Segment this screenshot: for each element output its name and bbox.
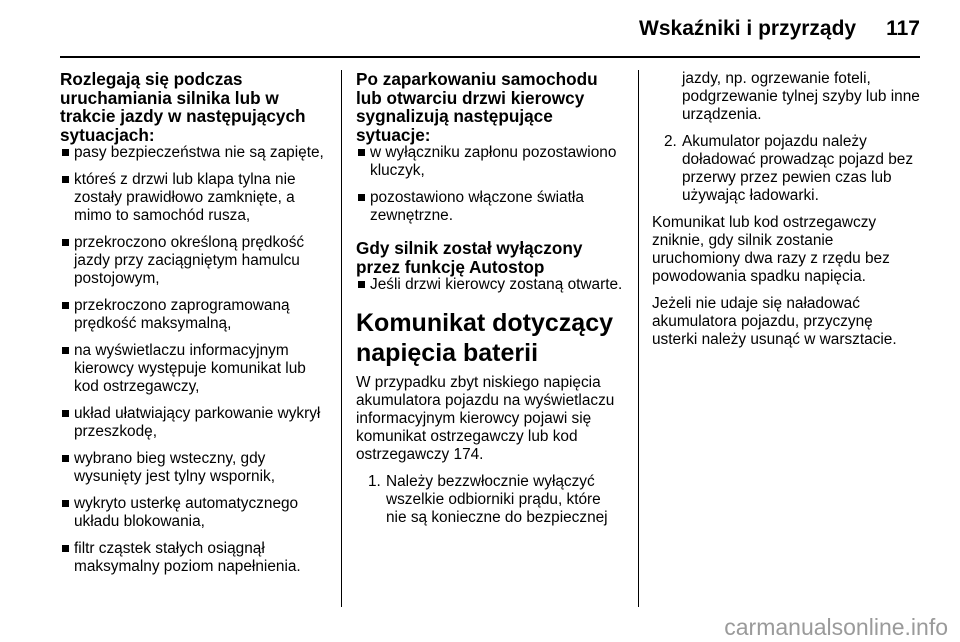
list-item: Jeśli drzwi kierowcy zostaną otwarte. bbox=[356, 276, 624, 294]
step-number: 1. bbox=[368, 473, 381, 490]
column-1 bbox=[60, 70, 326, 576]
list-item: wybrano bieg wsteczny, gdy wysunięty jest tylny wspornik, bbox=[60, 450, 326, 486]
column-2 bbox=[356, 70, 624, 527]
battery-steps-list bbox=[356, 473, 624, 527]
header-rule bbox=[60, 56, 920, 58]
list-item: pasy bezpieczeństwa nie są zapięte, bbox=[60, 144, 326, 162]
list-item: filtr cząstek stałych osiągnął maksymalny poziom napełnienia. bbox=[60, 540, 326, 576]
section-heading-autostop: Gdy silnik został wyłączony przez funkcję Autostop bbox=[356, 238, 583, 277]
page-header bbox=[60, 14, 920, 44]
autostop-list bbox=[356, 276, 624, 294]
list-item: przekroczono określoną prędkość jazdy przy zaciągniętym hamulcu postojowym, bbox=[60, 234, 326, 288]
workshop-paragraph: Jeżeli nie udaje się naładować akumulatora pojazdu, przyczynę usterki należy usunąć w warsztacie. bbox=[652, 295, 897, 348]
startup-warnings-list bbox=[60, 144, 326, 576]
list-item: wykryto usterkę automatycznego układu blokowania, bbox=[60, 495, 326, 531]
list-item: układ ułatwiający parkowanie wykrył przeszkodę, bbox=[60, 405, 326, 441]
message-disappears-paragraph: Komunikat lub kod ostrzegawczy zniknie, gdy silnik zostanie uruchomiony dwa razy z rzędu bez powodowania spadku napięcia. bbox=[652, 214, 890, 285]
list-item: w wyłączniku zapłonu pozostawiono kluczyk, bbox=[356, 144, 624, 180]
column-3 bbox=[652, 70, 922, 349]
battery-intro-paragraph: W przypadku zbyt niskiego napięcia akumulatora pojazdu na wyświetlaczu informacyjnym kierowcy pojawi się komunikat ostrzegawczy lub kod ostrzegawczy 174. bbox=[356, 374, 615, 463]
step-number: 2. bbox=[664, 133, 677, 150]
page-number: 117 bbox=[886, 17, 920, 40]
section-title-battery-voltage: Komunikat dotyczący napięcia baterii bbox=[356, 309, 614, 367]
parking-warnings-list bbox=[356, 144, 624, 225]
battery-steps-list-continued bbox=[652, 70, 922, 205]
step-text: Należy bezzwłocznie wyłączyć wszelkie odbiorniki prądu, które nie są konieczne do bezpiecznej bbox=[386, 473, 608, 526]
watermark: carmanualsonline.info bbox=[724, 614, 948, 640]
column-divider-2 bbox=[638, 70, 639, 607]
list-item: pozostawiono włączone światła zewnętrzne. bbox=[356, 189, 624, 225]
list-item bbox=[356, 473, 624, 527]
section-heading-parking-warnings: Po zaparkowaniu samochodu lub otwarciu drzwi kierowcy sygnalizują następujące sytuacje: bbox=[356, 69, 598, 145]
column-divider-1 bbox=[341, 70, 342, 607]
list-item bbox=[652, 133, 922, 205]
step-text-continuation: jazdy, np. ogrzewanie foteli, podgrzewanie tylnej szyby lub inne urządzenia. bbox=[682, 70, 920, 123]
list-item: przekroczono zaprogramowaną prędkość maksymalną, bbox=[60, 297, 326, 333]
list-item bbox=[652, 70, 922, 124]
list-item: na wyświetlaczu informacyjnym kierowcy występuje komunikat lub kod ostrzegawczy, bbox=[60, 342, 326, 396]
header-title: Wskaźniki i przyrządy bbox=[639, 17, 857, 40]
list-item: któreś z drzwi lub klapa tylna nie zostały prawidłowo zamknięte, a mimo to samochód rusza, bbox=[60, 171, 326, 225]
step-text: Akumulator pojazdu należy doładować prowadząc pojazd bez przerwy przez pewien czas lub używając ładowarki. bbox=[682, 133, 914, 204]
section-heading-startup-warnings: Rozlegają się podczas uruchamiania silnika lub w trakcie jazdy w następujących sytuacjach: bbox=[60, 69, 306, 145]
